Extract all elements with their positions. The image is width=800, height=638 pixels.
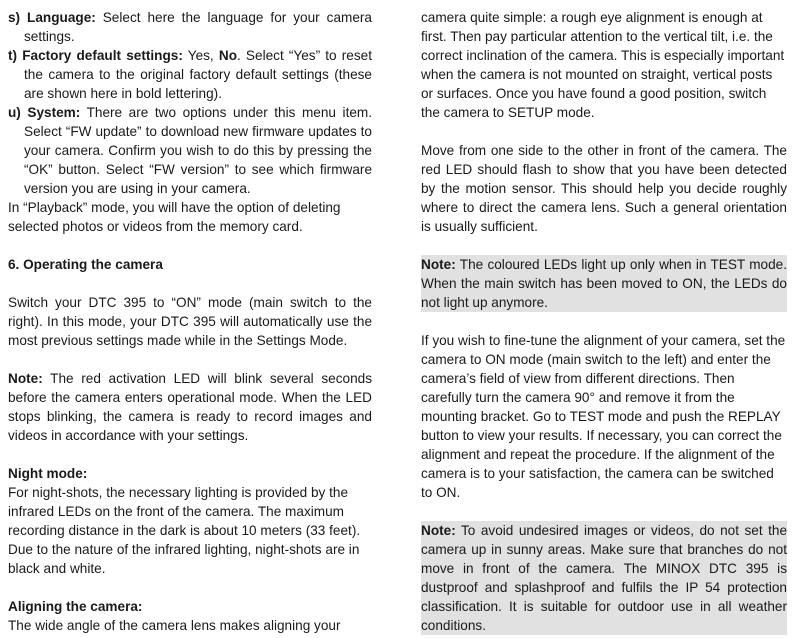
night-mode-heading: Night mode: xyxy=(8,466,88,481)
note-sunny-areas xyxy=(421,521,787,635)
right-column xyxy=(421,8,787,635)
menu-item-language xyxy=(8,8,372,46)
item-label: s) Language: xyxy=(8,10,96,25)
playback-paragraph: In “Playback” mode, you will have the option of deleting selected photos or videos from the memory card. xyxy=(8,200,341,234)
menu-item-factory-default xyxy=(8,46,372,103)
note-text: To avoid undesired images or videos, do not set the camera up in sunny areas. Make sure that branches do not move in front of the camera. The MINOX DTC 395 is dustproof and splashproof and fulfils the IP 54 protection classification. It is suitable for outdoor use in all weather conditions. xyxy=(421,523,787,633)
item-text: There are two options under this menu item. Select “FW update” to download new firmware updates to your camera. Confirm you wish to do this by pressing the “OK” button. Select “FW version” to see which firmware version you are using in your camera. xyxy=(24,105,373,196)
note-label: Note: xyxy=(421,523,456,538)
finetune-paragraph: If you wish to fine-tune the alignment of your camera, set the camera to ON mode (main switch to the left) and enter the camera’s field of view from different directions. Then carefully turn the camera 90° and remove it from the mounting bracket. Go to TEST mode and push the REPLAY button to view your results. If necessary, you can correct the alignment and repeat the procedure. If the alignment of the camera is to your satisfaction, the camera can be switched to ON. xyxy=(421,333,786,500)
left-column xyxy=(8,8,372,635)
motion-paragraph: Move from one side to the other in front of the camera. The red LED should flash to show that you have been detected by the motion sensor. This should help you decide roughly where to direct the camera lens. Such a general orientation is usually sufficient. xyxy=(421,143,787,234)
switch-paragraph: Switch your DTC 395 to “ON” mode (main switch to the right). In this mode, your DTC 395 will automatically use the most previous settings made while in the Settings Mode. xyxy=(8,295,372,348)
note-coloured-leds xyxy=(421,255,787,312)
section-heading: 6. Operating the camera xyxy=(8,257,163,272)
aligning-heading: Aligning the camera: xyxy=(8,599,143,614)
note-text: The red activation LED will blink several seconds before the camera enters operational mode. When the LED stops blinking, the camera is ready to record images and videos in accordance with your settings. xyxy=(8,371,372,443)
item-text: . Select “Yes” to reset the camera to the original factory default settings (these are shown here in bold lettering). xyxy=(24,48,372,101)
alignment-paragraph: camera quite simple: a rough eye alignment is enough at first. Then pay particular attention to the vertical tilt, i.e. the correct inclination of the camera. This is especially important when the camera is not mounted on straight, vertical posts or surfaces. Once you have found a good position, switch the camera to SETUP mode. xyxy=(421,10,785,120)
note-label: Note: xyxy=(8,371,43,386)
night-mode-paragraph: For night-shots, the necessary lighting is provided by the infrared LEDs on the front of the camera. The maximum recording distance in the dark is about 10 meters (33 feet). Due to the nature of the infrared lighting, night-shots are in black and white. xyxy=(8,485,361,576)
item-text: Select here the language for your camera settings. xyxy=(24,10,372,44)
note-text: The coloured LEDs light up only when in TEST mode. When the main switch has been moved to ON, the LEDs do not light up anymore. xyxy=(421,257,787,310)
item-label: u) System: xyxy=(8,105,81,120)
item-label: t) Factory default settings: xyxy=(8,48,183,63)
aligning-paragraph: The wide angle of the camera lens makes aligning your xyxy=(8,618,341,633)
item-text: Yes, xyxy=(182,48,219,63)
note-label: Note: xyxy=(421,257,456,272)
bold-no: No xyxy=(218,48,237,63)
menu-item-system xyxy=(8,103,372,198)
note-activation-led xyxy=(8,369,372,445)
